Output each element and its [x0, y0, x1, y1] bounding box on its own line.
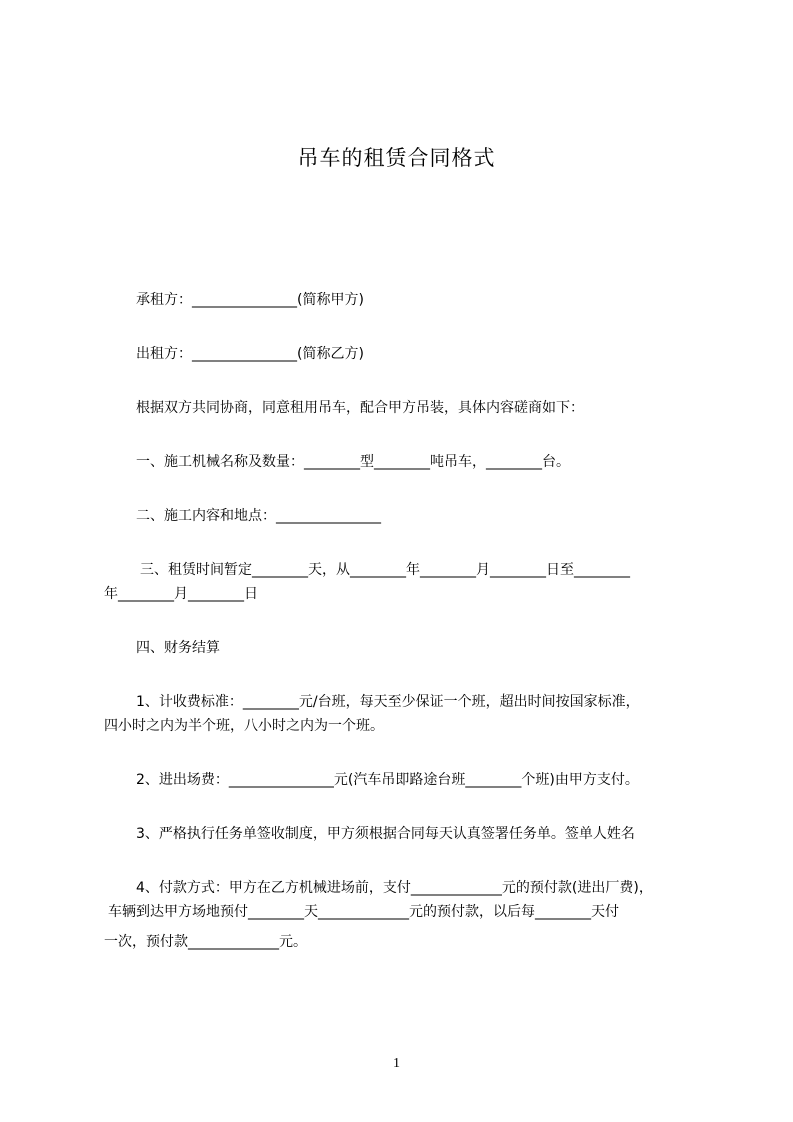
- clause-1-machinery: 一、施工机械名称及数量：________型________吨吊车，________台。: [136, 454, 570, 470]
- item-1-fee-line-2: 四小时之内为半个班，八小时之内为一个班。: [104, 718, 384, 734]
- item-3-task-order: 3、严格执行任务单签收制度，甲方须根据合同每天认真签署任务单。签单人姓名: [136, 826, 635, 842]
- clause-3-period-line-2: 年________月________日: [104, 586, 258, 602]
- clause-2-location: 二、施工内容和地点：_______________: [136, 508, 381, 524]
- lessor-line: 出租方：_______________(简称乙方): [136, 346, 364, 362]
- clause-4-heading: 四、财务结算: [136, 640, 220, 656]
- item-4-payment-line-3: 一次，预付款_____________元。: [104, 934, 307, 950]
- item-4-payment-line-2: 车辆到达甲方场地预付________天_____________元的预付款，以后每________天付: [108, 904, 619, 920]
- intro-paragraph: 根据双方共同协商，同意租用吊车，配合甲方吊装，具体内容磋商如下：: [136, 400, 584, 416]
- item-1-fee-line-1: 1、计收费标准：________元/台班，每天至少保证一个班，超出时间按国家标准，: [136, 694, 640, 710]
- item-4-payment-line-1: 4、付款方式：甲方在乙方机械进场前，支付_____________元的预付款(进出厂费)，: [136, 880, 653, 896]
- document-title: 吊车的租赁合同格式: [297, 146, 496, 170]
- page-number: 1: [393, 1056, 400, 1071]
- lessee-line: 承租方：_______________(简称甲方): [136, 292, 364, 308]
- clause-3-period-line-1: 三、租赁时间暂定________天，从________年________月________日至________: [140, 562, 630, 578]
- item-2-entry-fee: 2、进出场费：_______________元(汽车吊即路途台班________个班)由甲方支付。: [136, 772, 639, 788]
